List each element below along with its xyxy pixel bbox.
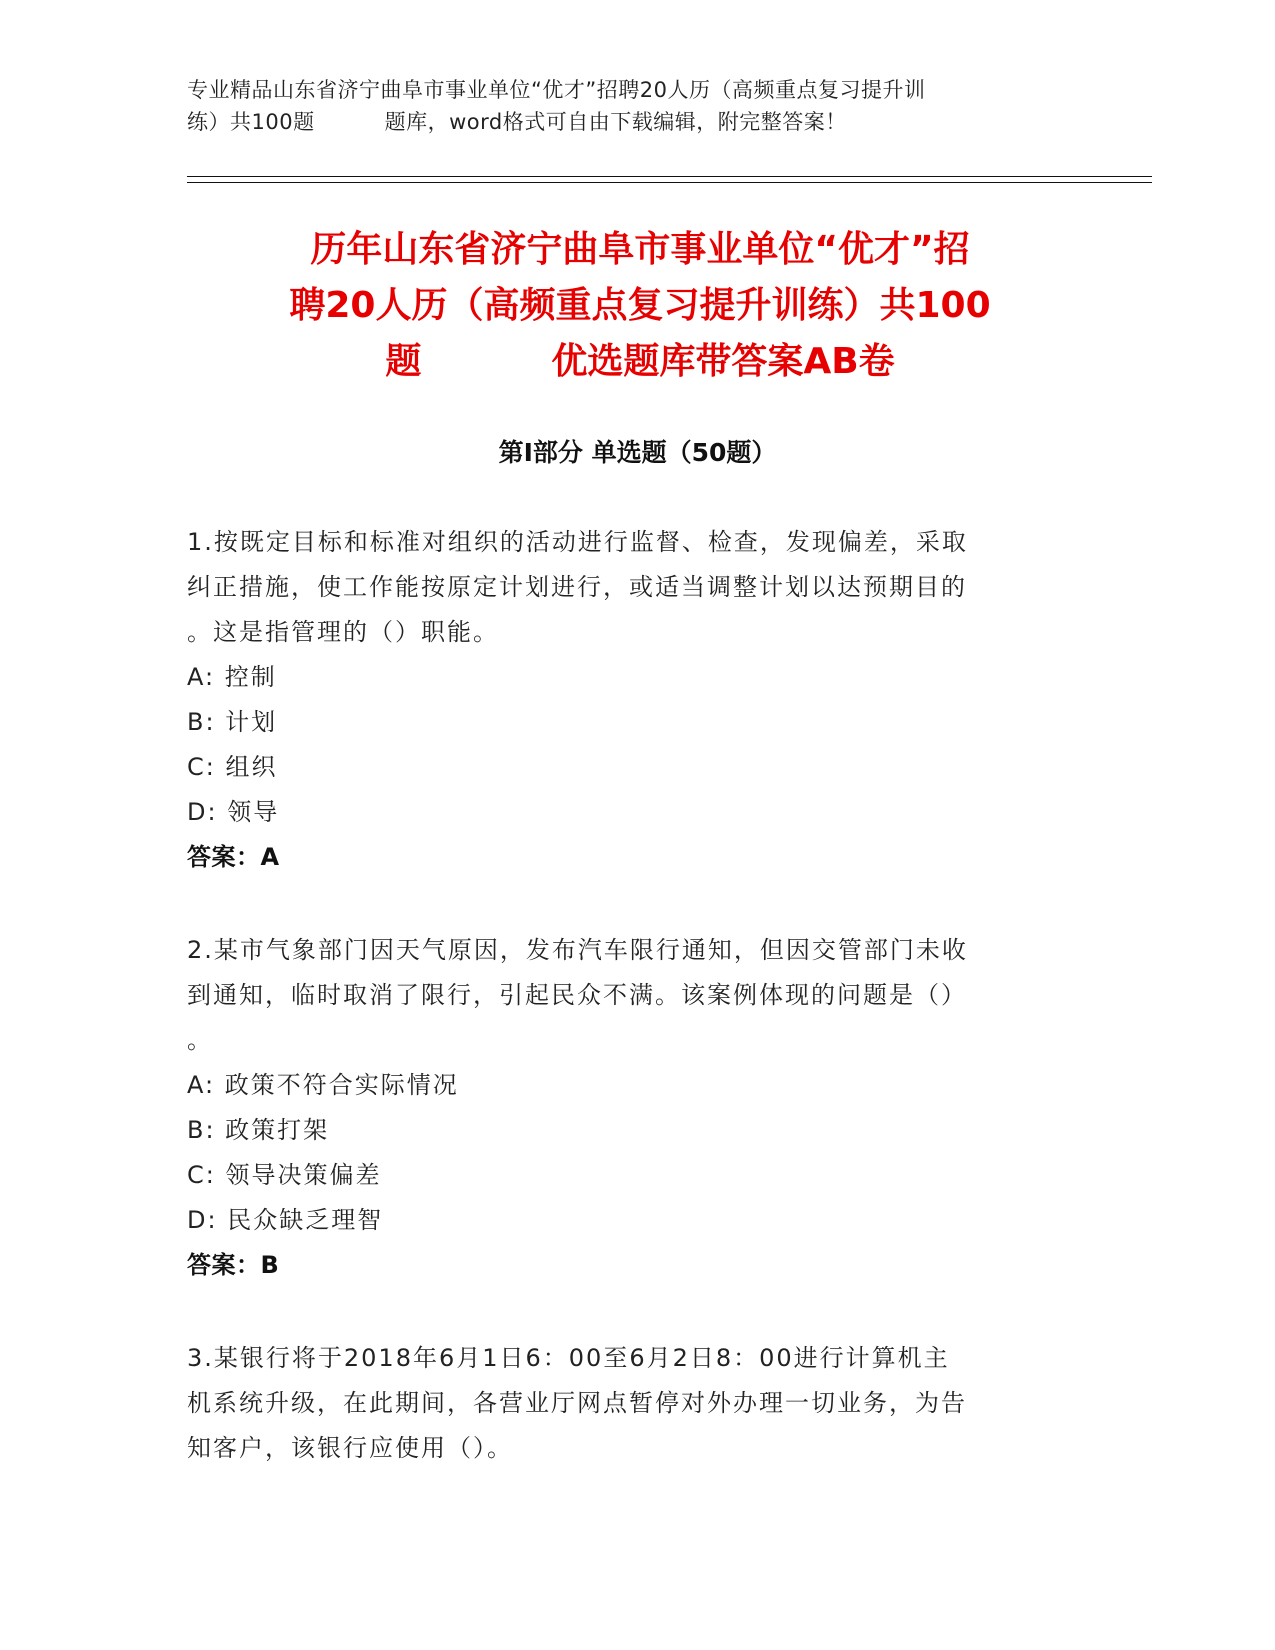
title-line-2: 聘20人历（高频重点复习提升训练）共100: [289, 285, 991, 326]
question-stem-line: 3.某银行将于2018年6月1日6：00至6月2日8：00进行计算机主: [187, 1344, 950, 1372]
title-line-1: 历年山东省济宁曲阜市事业单位“优才”招: [310, 229, 970, 270]
answer: 答案：A: [187, 843, 280, 871]
header-line-2: [187, 106, 1067, 138]
answer: 答案：B: [187, 1251, 280, 1279]
page-header: [187, 74, 1067, 138]
option-a: A: 控制: [187, 663, 277, 691]
question-stem-line: 纠正措施，使工作能按原定计划进行，或适当调整计划以达预期目的: [187, 573, 967, 601]
question-stem-line: 知客户，该银行应使用（）。: [187, 1434, 513, 1462]
question-1: [187, 520, 1067, 880]
header-line-2-part-b: 题库，word格式可自由下载编辑，附完整答案！: [384, 110, 847, 134]
option-c: C: 领导决策偏差: [187, 1161, 382, 1189]
document-title: [180, 222, 1100, 390]
header-rule-top: [187, 176, 1152, 177]
question-stem-line: 。这是指管理的（）职能。: [187, 618, 499, 646]
section-heading: 第Ⅰ部分 单选题（50题）: [498, 438, 777, 467]
question-2: [187, 928, 1067, 1288]
title-line-3-part-a: 题: [385, 341, 422, 382]
question-stem-line: 1.按既定目标和标准对组织的活动进行监督、检查，发现偏差，采取: [187, 528, 968, 556]
option-c: C: 组织: [187, 753, 278, 781]
option-b: B: 政策打架: [187, 1116, 330, 1144]
header-line-2-part-a: 练）共100题: [187, 110, 315, 134]
question-stem-line: 到通知，临时取消了限行，引起民众不满。该案例体现的问题是（）: [187, 981, 967, 1009]
question-3: [187, 1336, 1067, 1471]
option-d: D: 领导: [187, 798, 280, 826]
question-stem-line: 机系统升级，在此期间，各营业厅网点暂停对外办理一切业务，为告: [187, 1389, 967, 1417]
option-b: B: 计划: [187, 708, 278, 736]
title-line-3: [180, 334, 1100, 390]
question-stem-line: 。: [187, 1026, 213, 1054]
option-d: D: 民众缺乏理智: [187, 1206, 384, 1234]
option-a: A: 政策不符合实际情况: [187, 1071, 459, 1099]
question-stem-line: 2.某市气象部门因天气原因，发布汽车限行通知，但因交管部门未收: [187, 936, 968, 964]
header-rule-bottom: [187, 182, 1152, 183]
title-line-3-part-b: 优选题库带答案AB卷: [551, 341, 895, 382]
header-line-1: 专业精品山东省济宁曲阜市事业单位“优才”招聘20人历（高频重点复习提升训: [187, 78, 926, 102]
